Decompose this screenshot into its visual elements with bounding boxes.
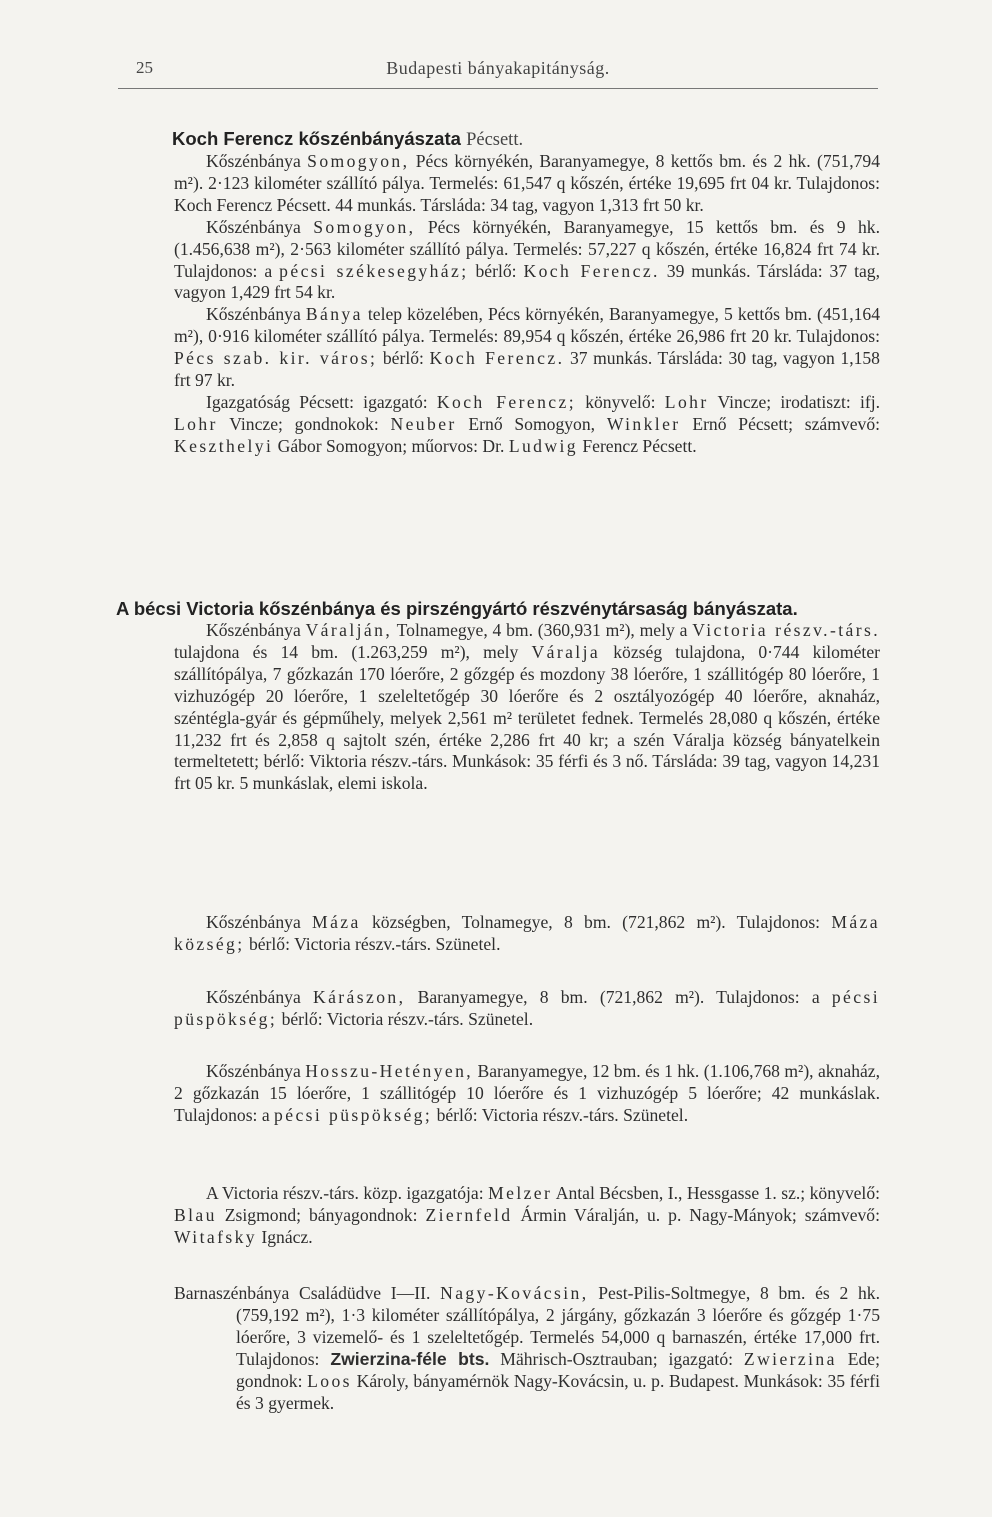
running-head: Budapesti bányakapitányság. bbox=[386, 58, 610, 78]
koch-paragraph-3: Kőszénbánya Bánya telep közelében, Pécs környékén, Baranyamegye, 5 kettős bm. (451,164 m²), 0·916 kilométer szállító pálya. Termelés: 89,954 q kőszén, értéke 26,986 frt 20 kr. Tulajdonos: Pécs szab. kir. város; bérlő: Koch Ferencz. 37 munkás. Társláda: 30 tag, vagyon 1,158 frt 97 kr. bbox=[174, 304, 881, 391]
victoria-title: A bécsi Victoria kőszénbánya és pirszéngyártó részvénytársaság bányászata. bbox=[116, 598, 798, 619]
victoria-paragraph-2: Kőszénbánya Máza községben, Tolnamegye, 8 bm. (721,862 m²). Tulajdonos: Máza község; bérlő: Victoria részv.-társ. Szünetel. bbox=[174, 912, 880, 954]
koch-paragraph-4: Igazgatóság Pécsett: igazgató: Koch Ferencz; könyvelő: Lohr Vincze; irodatiszt: ifj. Lohr Vincze; gondnokok: Neuber Ernő Somogyon, Winkler Ernő Pécsett; számvevő: Keszthelyi Gábor Somogyon; műorvos: Dr. Ludwig Ferencz Pécsett. bbox=[174, 391, 881, 456]
koch-section bbox=[174, 128, 880, 458]
barna-paragraph: Barnaszénbánya Családüdve I—II. Nagy-Kovácsin, Pest-Pilis-Soltmegye, 8 bm. és 2 hk. (759,192 m²), 1·3 kilométer szállítópálya, 2 járgány, gőzkazán 3 lóerőre és gőzgép 1·75 lóerőre, 3 vizemelő- és 1 szeleltetőgép. Termelés 54,000 q barnaszén, értéke 17,000 frt. Tulajdonos: Zwierzina-féle bts. Mährisch-Osztrauban; igazgató: Zwierzina Ede; gondnok: Loos Károly, bányamérnök Nagy-Kovácsin, u. p. Budapest. Munkások: 35 férfi és 3 gyermek. bbox=[174, 1283, 880, 1413]
koch-title-rest: Pécsett. bbox=[466, 130, 524, 150]
victoria-paragraph-4: Kőszénbánya Hosszu-Hetényen, Baranyamegye, 12 bm. és 1 hk. (1.106,768 m²), aknaház, 2 gőzkazán 15 lóerőre, 1 szállitógép 10 lóerőre és 1 vizhuzógép 5 lóerőre; 42 munkáslak. Tulajdonos: a pécsi püspökség; bérlő: Victoria részv.-társ. Szünetel. bbox=[174, 1061, 881, 1125]
victoria-hetenyen bbox=[174, 1061, 880, 1127]
koch-title bbox=[172, 128, 880, 151]
victoria-karasz bbox=[174, 987, 880, 1031]
page-header bbox=[118, 48, 878, 89]
koch-paragraph-1: Kőszénbánya Somogyon, Pécs környékén, Baranyamegye, 8 kettős bm. és 2 hk. (751,794 m²). 2·123 kilométer szállító pálya. Termelés: 61,547 q kőszén, értéke 19,695 frt 04 kr. Tulajdonos: Koch Ferencz Pécsett. 44 munkás. Társláda: 34 tag, vagyon 1,313 frt 50 kr. bbox=[174, 151, 880, 215]
victoria-management bbox=[174, 1183, 880, 1249]
victoria-section bbox=[116, 598, 881, 795]
victoria-maza bbox=[174, 912, 880, 956]
koch-paragraph-2: Kőszénbánya Somogyon, Pécs környékén, Baranyamegye, 15 kettős bm. és 9 hk. (1.456,638 m²), 2·563 kilométer szállító pálya. Termelés: 57,227 q kőszén, értéke 16,824 frt 74 kr. Tulajdonos: a pécsi székesegyház; bérlő: Koch Ferencz. 39 munkás. Társláda: 37 tag, vagyon 1,429 frt 54 kr. bbox=[174, 216, 880, 303]
victoria-paragraph-5: A Victoria részv.-társ. közp. igazgatója: Melzer Antal Bécsben, I., Hessgasse 1. sz.; könyvelő: Blau Zsigmond; bányagondnok: Ziernfeld Ármin Váralján, u. p. Nagy-Mányok; számvevő: Witafsky Ignácz. bbox=[174, 1183, 881, 1247]
koch-title-bold: Koch Ferencz kőszénbányászata bbox=[172, 128, 461, 149]
victoria-paragraph-1: Kőszénbánya Váralján, Tolnamegye, 4 bm. (360,931 m²), mely a Victoria részv.-társ. tulajdona és 14 bm. (1.263,259 m²), mely Váralja község tulajdona, 0·744 kilométer szállítópálya, 7 gőzkazán 170 lóerőre, 2 gőzgép és mozdony 38 lóerőre, 1 szállitógép 80 lóerőre, 1 vizhuzógép 20 lóerőre, 1 szeleltetőgép 30 lóerőre és 2 osztályozógép 40 lóerőre, aknaház, széntégla-gyár és gépműhely, melyek 2,561 m² területet fednek. Termelés 28,080 q kőszén, értéke 11,232 frt és 2,858 q sajtolt szén, értéke 2,286 frt 40 kr; a szén Váralja község bányatelkein termeltetett; bérlő: Viktoria részv.-társ. Munkások: 35 férfi és 3 nő. Társláda: 39 tag, vagyon 14,231 frt 05 kr. 5 munkáslak, elemi iskola. bbox=[174, 620, 881, 794]
barna-section bbox=[174, 1283, 880, 1414]
page-number: 25 bbox=[136, 58, 153, 77]
victoria-paragraph-3: Kőszénbánya Kárászon, Baranyamegye, 8 bm. (721,862 m²). Tulajdonos: a pécsi püspökség; bérlő: Victoria részv.-társ. Szünetel. bbox=[174, 987, 880, 1029]
